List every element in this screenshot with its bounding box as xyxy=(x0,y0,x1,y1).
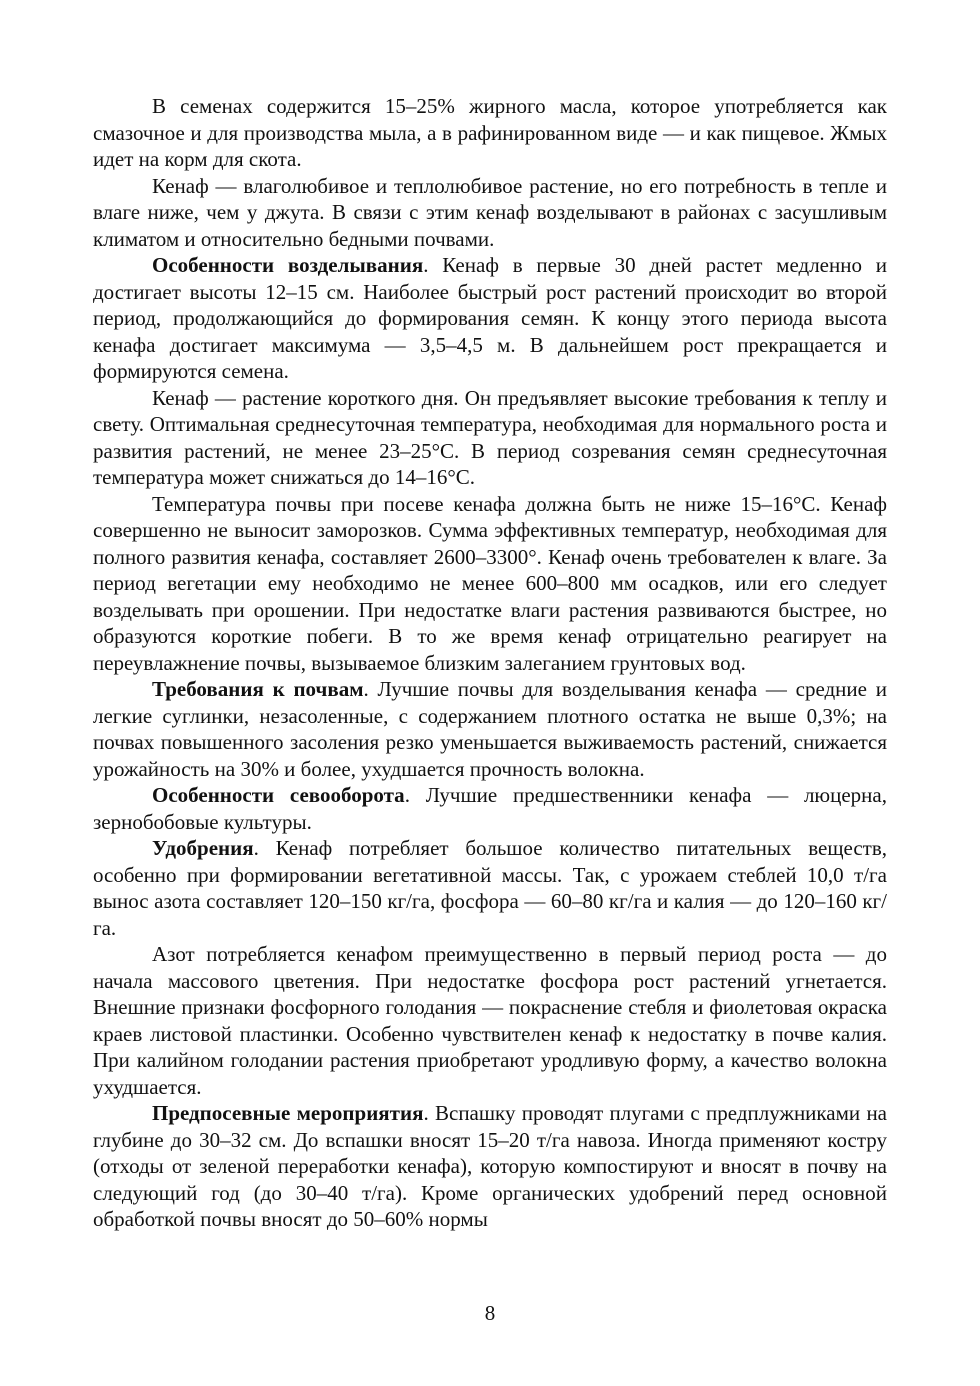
paragraph-text: . Лучшие почвы для возделывания кенафа — средние и легкие суглинки, незасоленные, с содержанием плотного остатка не выше 0,3%; на почвах повышенного засоления резко уменьшается выживаемость растений, снижается урожайность на 30% и более, ухудшается прочность волокна. xyxy=(93,677,887,781)
section-heading: Особенности возделывания xyxy=(152,253,424,277)
page-body xyxy=(93,93,887,1233)
paragraph-text: Кенаф — влаголюбивое и теплолюбивое растение, но его потребность в тепле и влаге ниже, чем у джута. В связи с этим кенаф возделывают в районах с засушливым климатом и относительно бедными почвами. xyxy=(93,173,887,251)
paragraph-soil-requirements xyxy=(93,676,887,782)
paragraph-moisture-heat xyxy=(93,173,887,253)
section-heading: Особенности севооборота xyxy=(152,783,405,807)
paragraph-text: Азот потребляется кенафом преимущественно в первый период роста — до начала массового цветения. При недостатке фосфора рост растений угнетается. Внешние признаки фосфорного голодания — покраснение стебля и фиолетовая окраска краев листовой пластинки. Особенно чувствителен кенаф к недостатку в почве калия. При калийном голодании растения приобретают уродливую форму, а качество волокна ухудшается. xyxy=(93,942,887,1099)
paragraph-presowing xyxy=(93,1100,887,1233)
section-heading: Требования к почвам xyxy=(152,677,364,701)
paragraph-text: . Лучшие предшественники кенафа — люцерна, зернобобовые культуры. xyxy=(93,783,887,834)
page-number: 8 xyxy=(484,1301,496,1325)
paragraph-cultivation xyxy=(93,252,887,385)
paragraph-text: Кенаф — растение короткого дня. Он предъявляет высокие требования к теплу и свету. Оптимальная среднесуточная температура, необходимая для нормального роста и развития растений, не менее 23–25°С. В период созревания семян среднесуточная температура может снижаться до 14–16°С. xyxy=(93,385,887,489)
section-heading: Предпосевные мероприятия xyxy=(152,1101,424,1125)
paragraph-seed-oil xyxy=(93,93,887,173)
paragraph-text: . Вспашку проводят плугами с предплужниками на глубине до 30–32 см. До вспашки вносят 15–20 т/га навоза. Иногда применяют костру (отходы от зеленой переработки кенафа), которую компостируют и вносят в почву на следующий год (до 30–40 т/га). Кроме органических удобрений перед основной обработкой почвы вносят до 50–60% нормы xyxy=(93,1101,888,1231)
paragraph-short-day xyxy=(93,385,887,491)
paragraph-text: . Кенаф в первые 30 дней растет медленно и достигает высоты 12–15 см. Наиболее быстрый рост растений происходит во второй период, продолжающийся до формирования семян. К концу этого периода высота кенафа достигает максимума — 3,5–4,5 м. В дальнейшем рост прекращается и формируются семена. xyxy=(93,253,887,383)
paragraph-nutrient-deficiency xyxy=(93,941,887,1100)
paragraph-text: В семенах содержится 15–25% жирного масла, которое употребляется как смазочное и для производства мыла, а в рафинированном виде — и как пищевое. Жмых идет на корм для скота. xyxy=(93,94,887,171)
paragraph-text: Температура почвы при посеве кенафа должна быть не ниже 15–16°С. Кенаф совершенно не выносит заморозков. Сумма эффективных температур, необходимая для полного развития кенафа, составляет 2600–3300°. Кенаф очень требователен к влаге. За период вегетации ему необходимо не менее 600–800 мм осадков, или его следует возделывать при орошении. При недостатке влаги растения развиваются быстрее, но образуются короткие побеги. В то же время кенаф отрицательно реагирует на переувлажнение почвы, вызываемое близким залеганием грунтовых вод. xyxy=(93,491,887,675)
paragraph-text: . Кенаф потребляет большое количество питательных веществ, особенно при формировании вегетативной массы. Так, с урожаем стеблей 10,0 т/га вынос азота составляет 120–150 кг/га, фосфора — 60–80 кг/га и калия — до 120–160 кг/га. xyxy=(93,836,887,940)
paragraph-crop-rotation xyxy=(93,782,887,835)
paragraph-fertilizers xyxy=(93,835,887,941)
paragraph-soil-temperature xyxy=(93,491,887,677)
section-heading: Удобрения xyxy=(152,836,254,860)
